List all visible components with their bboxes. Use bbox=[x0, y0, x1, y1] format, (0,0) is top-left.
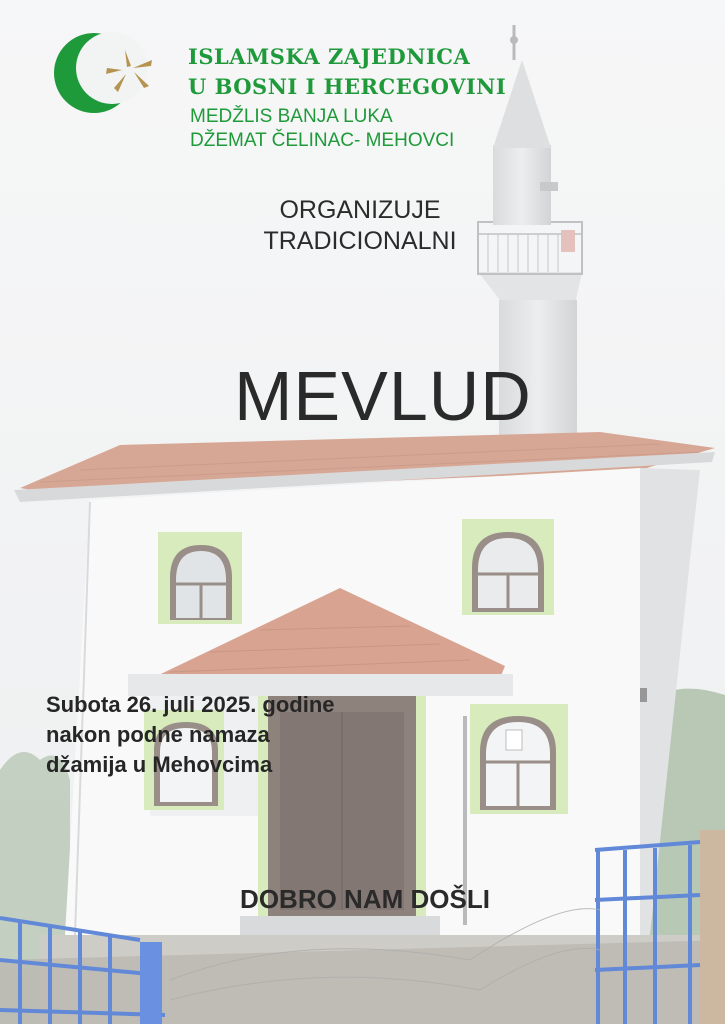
event-time: nakon podne namaza bbox=[46, 722, 270, 747]
intro-line1: ORGANIZUJE bbox=[279, 196, 441, 224]
event-details bbox=[46, 690, 335, 780]
intro-text bbox=[180, 195, 540, 257]
org-name-line1: ISLAMSKA ZAJEDNICA bbox=[188, 44, 471, 69]
medzlis-name: MEDŽLIS BANJA LUKA bbox=[190, 106, 393, 127]
dzemat-name: DŽEMAT ČELINAC- MEHOVCI bbox=[190, 130, 455, 151]
intro-line2: TRADICIONALNI bbox=[263, 227, 457, 255]
welcome-text: DOBRO NAM DOŠLI bbox=[240, 884, 490, 914]
crescent-star-logo-icon bbox=[48, 30, 160, 114]
event-place: džamija u Mehovcima bbox=[46, 752, 273, 777]
event-date: Subota 26. juli 2025. godine bbox=[46, 692, 335, 717]
org-name-line2: U BOSNI I HERCEGOVINI bbox=[188, 74, 507, 99]
event-title: MEVLUD bbox=[234, 357, 532, 435]
